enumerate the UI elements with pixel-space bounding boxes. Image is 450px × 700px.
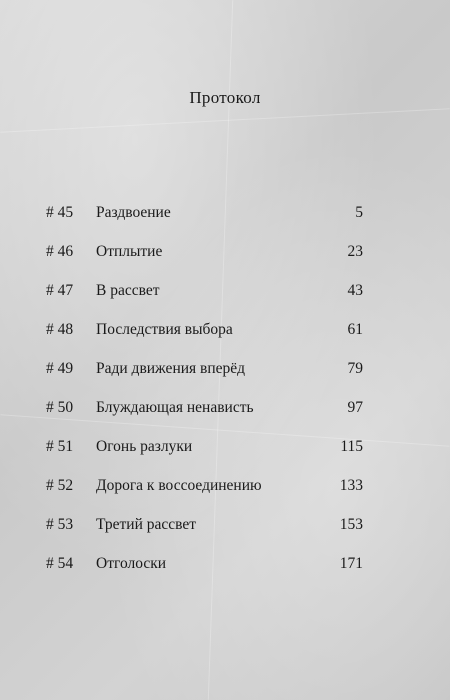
- page-number: 79: [347, 360, 363, 377]
- page-number: 133: [339, 477, 363, 494]
- chapter-title: Раздвоение: [96, 204, 171, 221]
- page-number: 43: [347, 282, 363, 299]
- paper-crease: [0, 108, 449, 133]
- chapter-title: Отголоски: [96, 555, 167, 572]
- chapter-title: Отплытие: [96, 243, 163, 260]
- chapter-title: Ради движения вперёд: [96, 360, 246, 377]
- page-number: 153: [339, 516, 363, 533]
- toc-row: [0, 473, 450, 512]
- chapter-number: # 54: [46, 555, 74, 572]
- toc-row: [0, 434, 450, 473]
- chapter-number: # 53: [46, 516, 74, 533]
- page-number: 23: [347, 243, 363, 260]
- chapter-title: Блуждающая ненависть: [96, 399, 254, 416]
- toc-row: [0, 200, 450, 239]
- page-number: 115: [340, 438, 363, 455]
- toc-row: [0, 239, 450, 278]
- toc-row: [0, 356, 450, 395]
- toc-row: [0, 278, 450, 317]
- chapter-title: Третий рассвет: [96, 516, 197, 533]
- page-number: 5: [355, 204, 363, 221]
- chapter-number: # 50: [46, 399, 74, 416]
- chapter-number: # 48: [46, 321, 74, 338]
- chapter-title: Дорога к воссоединению: [96, 477, 262, 494]
- chapter-number: # 46: [46, 243, 74, 260]
- page-number: 97: [347, 399, 363, 416]
- chapter-number: # 52: [46, 477, 74, 494]
- page-number: 61: [347, 321, 363, 338]
- table-of-contents: [0, 200, 450, 590]
- toc-row: [0, 317, 450, 356]
- chapter-number: # 49: [46, 360, 74, 377]
- chapter-number: # 51: [46, 438, 74, 455]
- toc-row: [0, 395, 450, 434]
- chapter-title: В рассвет: [96, 282, 160, 299]
- page-title: Протокол: [189, 88, 261, 107]
- chapter-number: # 47: [46, 282, 74, 299]
- chapter-title: Последствия выбора: [96, 321, 233, 338]
- toc-row: [0, 551, 450, 590]
- chapter-title: Огонь разлуки: [96, 438, 193, 455]
- toc-row: [0, 512, 450, 551]
- chapter-number: # 45: [46, 204, 74, 221]
- page-number: 171: [339, 555, 363, 572]
